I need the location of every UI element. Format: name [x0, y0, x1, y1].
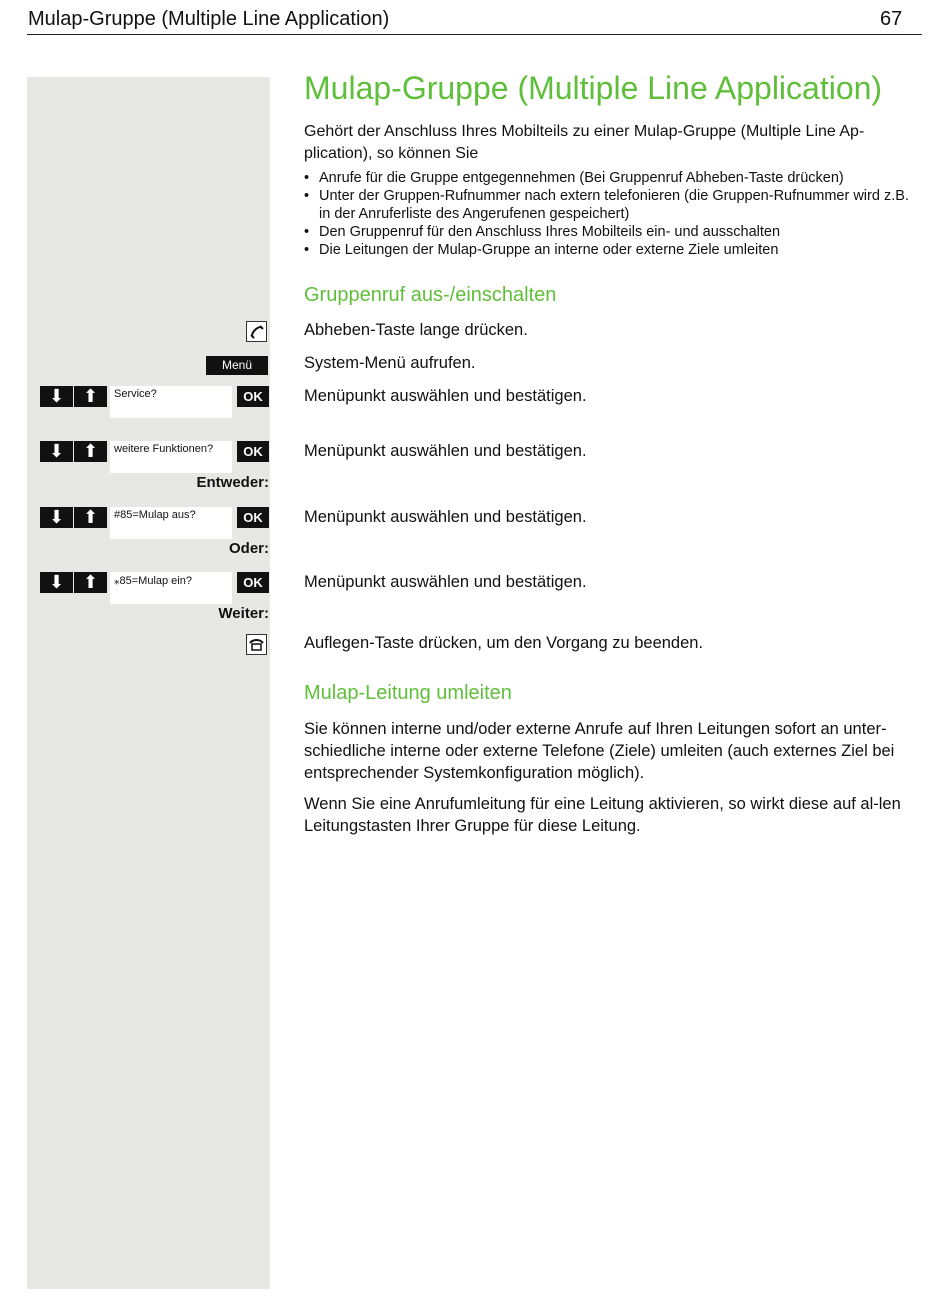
- display-mulap-ein: ⁎85=Mulap ein?: [110, 572, 232, 604]
- down-arrow-key[interactable]: ⬇: [40, 441, 73, 462]
- section-heading-mulap-leitung: Mulap-Leitung umleiten: [304, 682, 512, 704]
- offhook-icon: [246, 321, 267, 342]
- step-text: System-Menü aufrufen.: [304, 354, 476, 372]
- down-arrow-key[interactable]: ⬇: [40, 386, 73, 407]
- up-arrow-key[interactable]: ⬆: [74, 572, 107, 593]
- step-text: Auflegen-Taste drücken, um den Vorgang zu beenden.: [304, 634, 704, 652]
- label-oder: Oder:: [228, 540, 269, 557]
- list-item: • Unter der Gruppen-Rufnummer nach extern telefonieren (die Gruppen-Rufnummer wird z.B. in der Anruferliste des Angerufenen gespeichert): [304, 187, 924, 223]
- page-title: Mulap-Gruppe (Multiple Line Application): [304, 70, 883, 106]
- section-heading-gruppenruf: Gruppenruf aus-/einschalten: [304, 284, 557, 306]
- instruction-sidebar: [27, 77, 270, 1289]
- step-text: Menüpunkt auswählen und bestätigen.: [304, 573, 587, 591]
- step-text: Menüpunkt auswählen und bestätigen.: [304, 442, 587, 460]
- ok-key[interactable]: OK: [237, 441, 269, 462]
- running-header-title: Mulap-Gruppe (Multiple Line Application): [28, 8, 390, 30]
- display-weitere-funktionen: weitere Funktionen?: [110, 441, 232, 473]
- list-item: • Den Gruppenruf für den Anschluss Ihres Mobilteils ein- und ausschalten: [304, 223, 924, 241]
- feature-list: [304, 169, 924, 259]
- list-item: • Die Leitungen der Mulap-Gruppe an interne oder externe Ziele umleiten: [304, 241, 924, 259]
- display-service: Service?: [110, 386, 232, 418]
- down-arrow-key[interactable]: ⬇: [40, 572, 73, 593]
- onhook-icon: [246, 634, 267, 655]
- down-arrow-key[interactable]: ⬇: [40, 507, 73, 528]
- intro-paragraph: Gehört der Anschluss Ihres Mobilteils zu einer Mulap-Gruppe (Multiple Line Ap-plication), so können Sie: [304, 123, 865, 162]
- ok-key[interactable]: OK: [237, 507, 269, 528]
- display-mulap-aus: #85=Mulap aus?: [110, 507, 232, 539]
- step-text: Abheben-Taste lange drücken.: [304, 321, 528, 339]
- page-number: 67: [880, 8, 903, 30]
- up-arrow-key[interactable]: ⬆: [74, 507, 107, 528]
- menu-key[interactable]: Menü: [206, 356, 268, 375]
- ok-key[interactable]: OK: [237, 572, 269, 593]
- paragraph: Sie können interne und/oder externe Anrufe auf Ihren Leitungen sofort an unter-schiedliche interne oder externe Telefone (Ziele) umleiten (auch externes Ziel bei entsprechender Systemkonfiguration möglich).: [304, 720, 895, 782]
- label-entweder: Entweder:: [196, 474, 269, 491]
- step-text: Menüpunkt auswählen und bestätigen.: [304, 387, 587, 405]
- up-arrow-key[interactable]: ⬆: [74, 386, 107, 407]
- label-weiter: Weiter:: [218, 605, 269, 622]
- list-item: • Anrufe für die Gruppe entgegennehmen (Bei Gruppenruf Abheben-Taste drücken): [304, 169, 924, 187]
- step-text: Menüpunkt auswählen und bestätigen.: [304, 508, 587, 526]
- header-divider: [27, 34, 922, 35]
- up-arrow-key[interactable]: ⬆: [74, 441, 107, 462]
- paragraph: Wenn Sie eine Anrufumleitung für eine Leitung aktivieren, so wirkt diese auf al-len Leitungstasten Ihrer Gruppe für diese Leitung.: [304, 795, 901, 835]
- ok-key[interactable]: OK: [237, 386, 269, 407]
